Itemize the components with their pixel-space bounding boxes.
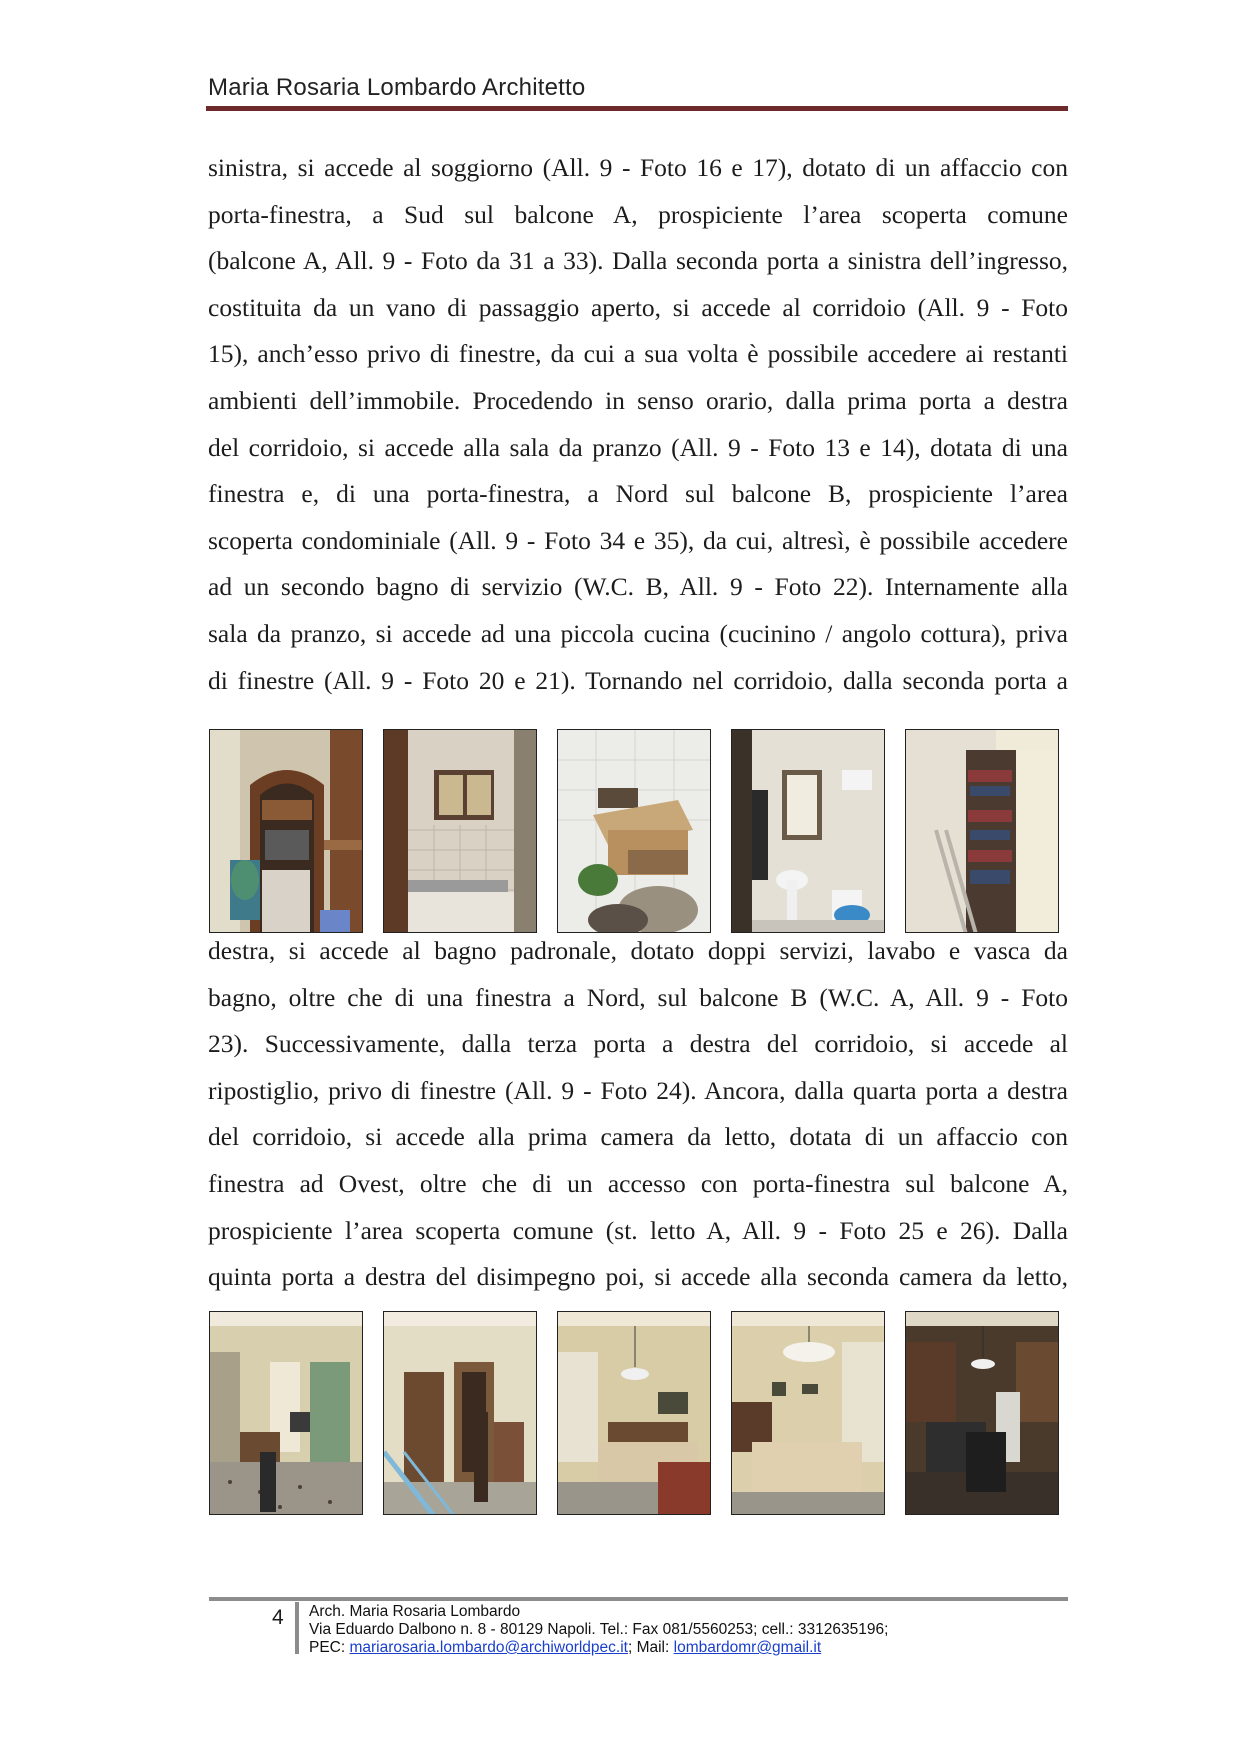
footer-separator	[295, 1602, 299, 1654]
text-line: ad un secondo bagno di servizio (W.C. B, All. 9 - Foto 22). Internamente alla	[208, 572, 1068, 602]
pec-label: PEC:	[309, 1639, 350, 1656]
footer-emails	[309, 1639, 888, 1657]
photo-row-2	[209, 1311, 1069, 1517]
text-line: del corridoio, si accede alla prima camera da letto, dotata di un affaccio con	[208, 1122, 1068, 1152]
text-line: bagno, oltre che di una finestra a Nord, sul balcone B (W.C. A, All. 9 - Foto	[208, 982, 1068, 1012]
text-line: 15), anch’esso privo di finestre, da cui a sua volta è possibile accedere ai restanti	[208, 339, 1068, 369]
photo-bathroom-wc	[731, 729, 885, 933]
photo-bedroom-b	[557, 1311, 711, 1515]
photo-row-1	[209, 729, 1069, 935]
photo-bedroom-doors	[383, 1311, 537, 1515]
text-line: ambienti dell’immobile. Procedendo in senso orario, dalla prima porta a destra	[208, 385, 1068, 415]
mail-label: ; Mail:	[627, 1639, 674, 1656]
text-line: finestra e, di una porta-finestra, a Nord sul balcone B, prospiciente l’area	[208, 479, 1068, 509]
text-line: sinistra, si accede al soggiorno (All. 9 - Foto 16 e 17), dotato di un affaccio con	[208, 153, 1068, 182]
body-paragraph-2	[208, 928, 1068, 1301]
body-paragraph-1	[208, 145, 1068, 704]
page-number: 4	[272, 1606, 284, 1629]
photo-bedroom-d	[905, 1311, 1059, 1515]
photo-storage-boxes	[557, 729, 711, 933]
mail-email-link[interactable]: lombardomr@gmail.it	[673, 1639, 822, 1656]
photo-bedroom-a	[209, 1311, 363, 1515]
text-line: 23). Successivamente, dalla terza porta a destra del corridoio, si accede al	[208, 1029, 1068, 1059]
text-line: (balcone A, All. 9 - Foto da 31 a 33). Dalla seconda porta a sinistra dell’ingresso,	[208, 246, 1068, 276]
footer-divider	[209, 1597, 1068, 1601]
text-line: finestra ad Ovest, oltre che di un accesso con porta-finestra sul balcone A,	[208, 1168, 1068, 1198]
photo-kitchen-doorway	[209, 729, 363, 933]
footer-address: Via Eduardo Dalbono n. 8 - 80129 Napoli. Tel.: Fax 081/5560253; cell.: 3312635196;	[309, 1621, 889, 1638]
photo-closet-shelves	[905, 729, 1059, 933]
text-line: prospiciente l’area scoperta comune (st. letto A, All. 9 - Foto 25 e 26). Dalla	[208, 1215, 1068, 1245]
text-line: sala da pranzo, si accede ad una piccola cucina (cucinino / angolo cottura), priva	[208, 618, 1068, 648]
photo-kitchenette-window	[383, 729, 537, 933]
text-line: costituita da un vano di passaggio aperto, si accede al corridoio (All. 9 - Foto	[208, 292, 1068, 322]
footer-contact	[309, 1603, 888, 1657]
text-line: destra, si accede al bagno padronale, dotato doppi servizi, lavabo e vasca da	[208, 936, 1068, 965]
text-line: quinta porta a destra del disimpegno poi, si accede alla seconda camera da letto,	[208, 1262, 1068, 1292]
text-line: di finestre (All. 9 - Foto 20 e 21). Tornando nel corridoio, dalla seconda porta a	[208, 665, 1068, 695]
text-line: del corridoio, si accede alla sala da pranzo (All. 9 - Foto 13 e 14), dotata di una	[208, 432, 1068, 462]
text-line: porta-finestra, a Sud sul balcone A, prospiciente l’area scoperta comune	[208, 199, 1068, 229]
text-line: scoperta condominiale (All. 9 - Foto 34 e 35), da cui, altresì, è possibile accedere	[208, 525, 1068, 555]
text-line: ripostiglio, privo di finestre (All. 9 - Foto 24). Ancora, dalla quarta porta a destra	[208, 1075, 1068, 1105]
page-header-title: Maria Rosaria Lombardo Architetto	[208, 74, 586, 101]
photo-bedroom-c	[731, 1311, 885, 1515]
footer-name: Arch. Maria Rosaria Lombardo	[309, 1603, 521, 1620]
header-divider	[206, 106, 1068, 111]
pec-email-link[interactable]: mariarosaria.lombardo@archiworldpec.it	[349, 1639, 628, 1656]
